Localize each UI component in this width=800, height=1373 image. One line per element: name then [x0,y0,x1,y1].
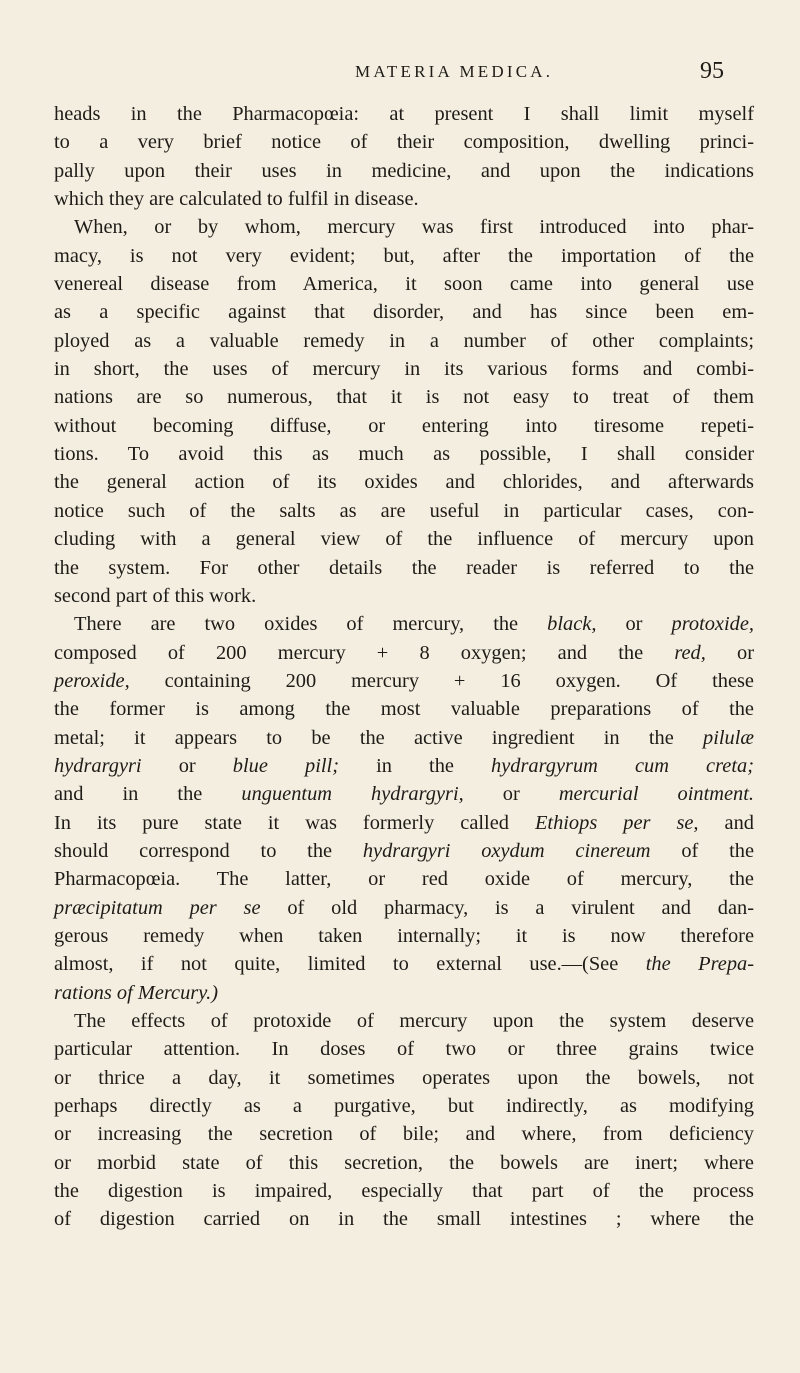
text-line [54,695,754,723]
italic-term: præcipitatum per se [54,896,261,919]
text-segment: There are two oxides of mercury, the [74,613,548,636]
text-segment: to a very brief notice of their composition, dwelling princi- [54,131,754,154]
text-line [54,1120,754,1148]
text-line [54,667,754,695]
text-segment: metal; it appears to be the active ingredient in the [54,726,703,749]
italic-term: protoxide, [671,613,754,636]
text-line [54,100,754,128]
text-line [54,185,754,213]
italic-term: hydrargyrum cum creta; [491,754,754,777]
text-line [54,327,754,355]
text-line [54,724,754,752]
text-segment: second part of this work. [54,584,257,607]
italic-term: Ethiops per se, [534,811,699,834]
italic-term: rations of Mercury.) [54,981,219,1004]
text-line [54,128,754,156]
text-segment: or [463,783,559,806]
text-line [54,610,754,638]
italic-term: mercurial ointment. [558,783,754,806]
text-segment: of the [650,839,754,862]
text-segment: particular attention. In doses of two or three grains twice [54,1038,754,1061]
text-segment: gerous remedy when taken internally; it is now therefore [54,924,754,947]
text-segment: heads in the Pharmacopœia: at present I shall limit myself [54,103,754,125]
text-segment: pally upon their uses in medicine, and upon the indications [54,159,754,182]
italic-term: black, [547,613,597,636]
text-line [54,894,754,922]
text-segment: as a specific against that disorder, and has since been em- [54,301,754,324]
text-line [54,383,754,411]
text-segment: or [705,641,754,664]
text-segment: or thrice a day, it sometimes operates upon the bowels, not [54,1066,754,1089]
italic-term: the Prepa- [645,953,755,976]
text-line [54,554,754,582]
italic-term: pilulæ [703,726,754,749]
text-segment: tions. To avoid this as much as possible, I shall consider [54,443,754,466]
italic-term: hydrargyri oxydum cinereum [362,839,651,862]
text-segment: or [141,754,233,777]
text-segment: notice such of the salts as are useful in particular cases, con- [54,499,754,522]
text-line [54,1007,754,1035]
text-line [54,979,754,1007]
text-segment: or increasing the secretion of bile; and where, from deficiency [54,1123,754,1146]
text-line [54,412,754,440]
text-segment: or [596,613,672,636]
text-line [54,752,754,780]
text-segment: almost, if not quite, limited to external use.—(See [54,953,646,976]
text-segment: macy, is not very evident; but, after the importation of the [54,244,754,267]
page-number: 95 [700,58,724,84]
text-line [54,242,754,270]
text-segment: without becoming diffuse, or entering into tiresome repeti- [54,414,754,437]
text-segment: Pharmacopœia. The latter, or red oxide of mercury, the [54,868,754,891]
text-line [54,837,754,865]
italic-term: unguentum hydrargyri, [241,783,464,806]
text-line [54,865,754,893]
text-line [54,1177,754,1205]
text-line [54,809,754,837]
running-title: MATERIA MEDICA. [355,62,554,81]
text-line [54,922,754,950]
text-segment: the general action of its oxides and chlorides, and afterwards [54,471,754,494]
text-line [54,468,754,496]
text-line [54,355,754,383]
text-line [54,639,754,667]
text-line [54,1092,754,1120]
text-line [54,213,754,241]
text-line [54,157,754,185]
text-segment: the system. For other details the reader is referred to the [54,556,754,579]
text-segment: the digestion is impaired, especially that part of the process [54,1180,754,1203]
text-segment: cluding with a general view of the influence of mercury upon [54,528,754,551]
text-segment: the former is among the most valuable preparations of the [54,698,754,721]
text-segment: nations are so numerous, that it is not easy to treat of them [54,386,754,409]
text-segment: ployed as a valuable remedy in a number of other complaints; [54,329,754,352]
text-segment: or morbid state of this secretion, the bowels are inert; where [54,1151,754,1174]
text-segment: When, or by whom, mercury was first introduced into phar- [74,216,754,239]
italic-term: red, [674,641,706,664]
italic-term: peroxide, [54,669,130,692]
text-line [54,525,754,553]
text-line [54,780,754,808]
text-segment: and in the [54,783,242,806]
text-segment: composed of 200 mercury + 8 oxygen; and the [54,641,675,664]
italic-term: hydrargyri [54,754,142,777]
text-segment: of digestion carried on in the small intestines ; where the [54,1208,754,1231]
text-segment: of old pharmacy, is a virulent and dan- [260,896,754,919]
text-segment: containing 200 mercury + 16 oxygen. Of these [129,669,754,692]
text-segment: and [698,811,754,834]
text-line [54,1205,754,1233]
text-segment: perhaps directly as a purgative, but indirectly, as modifying [54,1095,754,1118]
text-line [54,1149,754,1177]
text-line [54,270,754,298]
text-line [54,298,754,326]
text-line [54,950,754,978]
text-segment: The effects of protoxide of mercury upon the system deserve [74,1010,754,1032]
text-segment: in short, the uses of mercury in its various forms and combi- [54,358,754,381]
text-line [54,497,754,525]
italic-term: blue pill; [232,754,339,777]
text-segment: venereal disease from America, it soon came into general use [54,273,754,296]
text-segment: which they are calculated to fulfil in disease. [54,188,419,211]
text-line [54,1064,754,1092]
text-segment: should correspond to the [54,839,363,862]
text-line [54,440,754,468]
body-text [54,100,754,1234]
running-head [0,58,800,88]
text-segment: In its pure state it was formerly called [54,811,535,834]
text-segment: in the [338,754,492,777]
text-line [54,1035,754,1063]
text-line [54,582,754,610]
